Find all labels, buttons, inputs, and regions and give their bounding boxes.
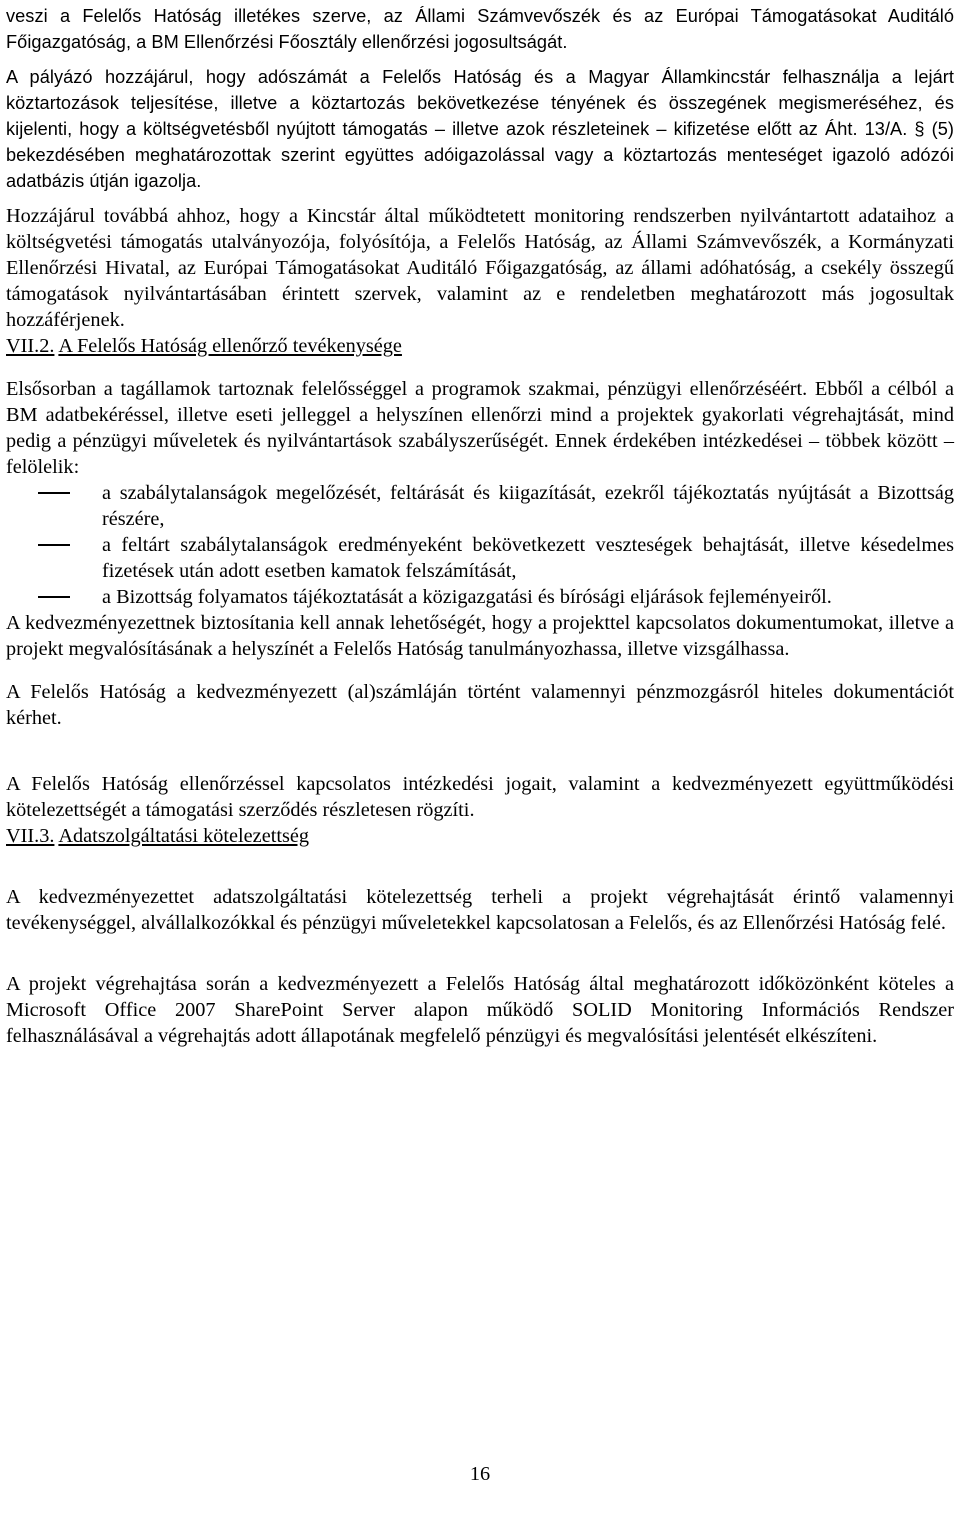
- dash-bullet-icon: [38, 544, 70, 546]
- section-vii2-paragraph-3: A Felelős Hatóság a kedvezményezett (al)számláján történt valamennyi pénzmozgásról hiteles dokumentációt kérhet.: [6, 681, 954, 729]
- section-number: VII.3.: [6, 825, 55, 847]
- list-item: [6, 532, 954, 584]
- section-title: A Felelős Hatóság ellenőrző tevékenysége: [58, 335, 402, 357]
- section-title: Adatszolgáltatási kötelezettség: [58, 825, 309, 847]
- intro-paragraph-3: Hozzájárul továbbá ahhoz, hogy a Kincstár által működtetett monitoring rendszerben nyilvántartott adataihoz a költségvetési támogatás utalványozója, folyósítója, a Felelős Hatóság, az Állami Számvevőszék, a Kormányzati Ellenőrzési Hivatal, az Európai Támogatásokat Auditáló Főigazgatóság, az állami adóhatóság, a csekély összegű támogatások nyilvántartásában érintett szervek, valamint az e rendeletben meghatározott más jogosultak hozzáférjenek.: [6, 205, 954, 331]
- dash-bullet-icon: [38, 492, 70, 494]
- list-item-text: a szabálytalanságok megelőzését, feltárását és kiigazítását, ezekről tájékoztatás nyújtását a Bizottság részére,: [102, 482, 954, 530]
- page-number: 16: [469, 1463, 491, 1485]
- list-item: [6, 480, 954, 532]
- intro-paragraph-2: A pályázó hozzájárul, hogy adószámát a Felelős Hatóság és a Magyar Államkincstár felhasználja a lejárt köztartozások teljesítése, illetve a köztartozás bekövetkezése tényének és összegének megismeréséhez, és kijelenti, hogy a költségvetésből nyújtott támogatás – illetve azok részleteinek – kifizetése előtt az Áht. 13/A. § (5) bekezdésében meghatározottak szerint együttes adóigazolással vagy a köztartozás menteséget igazoló adózói adatbázis útján igazolja.: [6, 67, 954, 191]
- section-vii2-paragraph-4: A Felelős Hatóság ellenőrzéssel kapcsolatos intézkedési jogait, valamint a kedvezményezett együttműködési kötelezettségét a támogatási szerződés részletesen rögzíti.: [6, 773, 954, 821]
- section-vii3-paragraph-2: A projekt végrehajtása során a kedvezményezett a Felelős Hatóság által meghatározott időközönként köteles a Microsoft Office 2007 SharePoint Server alapon működő SOLID Monitoring Információs Rendszer felhasználásával a végrehajtás adott állapotának megfelelő pénzügyi és megvalósítási jelentését elkészíteni.: [6, 973, 954, 1047]
- document-page: [6, 3, 954, 1049]
- section-vii3-paragraph-1: A kedvezményezettet adatszolgáltatási kötelezettség terheli a projekt végrehajtását érintő valamennyi tevékenységgel, alvállalkozókkal és pénzügyi műveletekkel kapcsolatosan a Felelős, és az Ellenőrzési Hatóság felé.: [6, 886, 954, 934]
- dash-bullet-icon: [38, 596, 70, 598]
- list-item-text: a feltárt szabálytalanságok eredményeként bekövetkezett veszteségek behajtását, illetve késedelmes fizetések után adott esetben kamatok felszámítását,: [102, 534, 954, 582]
- section-heading-vii2: [6, 333, 954, 359]
- section-vii2-paragraph-1: Elsősorban a tagállamok tartoznak felelősséggel a programok szakmai, pénzügyi ellenőrzéséért. Ebből a célból a BM adatbekéréssel, illetve eseti jelleggel a helyszínen ellenőrzi mind a projektek gyakorlati végrehajtását, mind pedig a pénzügyi műveletek és nyilvántartások szabályszerűségét. Ennek érdekében intézkedései – többek között – felölelik:: [6, 378, 954, 478]
- section-heading-vii3: [6, 823, 954, 849]
- section-number: VII.2.: [6, 335, 55, 357]
- section-vii2-paragraph-2: A kedvezményezettnek biztosítania kell annak lehetőségét, hogy a projekttel kapcsolatos dokumentumokat, illetve a projekt megvalósításának a helyszínét a Felelős Hatóság tanulmányozhassa, illetve vizsgálhassa.: [6, 612, 954, 660]
- measures-list: [6, 480, 954, 610]
- list-item-text: a Bizottság folyamatos tájékoztatását a közigazgatási és bírósági eljárások fejleményeiről.: [102, 586, 832, 608]
- list-item: [6, 584, 954, 610]
- intro-paragraph-1: veszi a Felelős Hatóság illetékes szerve, az Állami Számvevőszék és az Európai Támogatásokat Auditáló Főigazgatóság, a BM Ellenőrzési Főosztály ellenőrzési jogosultságát.: [6, 6, 954, 52]
